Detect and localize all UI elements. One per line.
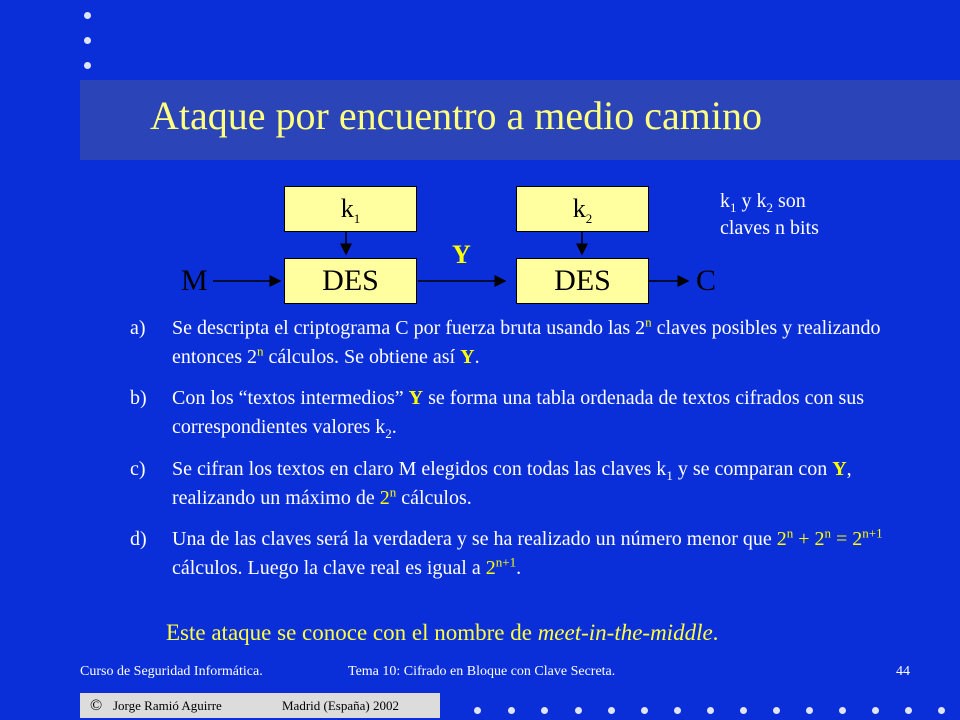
decor-dot [839,707,846,714]
copyright-icon: © [90,697,103,714]
decor-dot [474,707,481,714]
key-size-note: $k_1$ y $k_2$ son claves n bits [720,190,819,239]
intermediate-label-y: Y [452,240,471,269]
decor-dot [905,707,912,714]
page-number: 44 [896,664,910,679]
slide-title: Ataque por encuentro a medio camino [150,93,762,138]
decor-dot [938,707,945,714]
output-label-c: C [696,264,717,297]
copyright-bar [80,693,440,718]
decor-dot [674,707,681,714]
des-box-2: DES [516,258,649,304]
author: Jorge Ramió Aguirre [113,698,222,713]
key-k1-box: $k_1$ [284,186,417,232]
diagram-arrows [0,0,960,320]
input-label-m: M [181,264,208,297]
conclusion-text: Este ataque se conoce con el nombre de meet-in-the-middle. [166,620,719,645]
decor-dot [707,707,714,714]
key-k2-box: $k_2$ [516,186,649,232]
decor-dot [575,707,582,714]
footer-course: Curso de Seguridad Informática. [80,664,263,679]
decor-dot [641,707,648,714]
des-box-1: DES [284,258,417,304]
decor-dot [541,707,548,714]
decor-dot [806,707,813,714]
decor-dot [872,707,879,714]
decor-dot [608,707,615,714]
footer-topic: Tema 10: Cifrado en Bloque con Clave Secreta. [348,664,616,679]
decor-dot [773,707,780,714]
decor-dot [508,707,515,714]
place-date: Madrid (España) 2002 [282,698,399,713]
decor-dot [740,707,747,714]
